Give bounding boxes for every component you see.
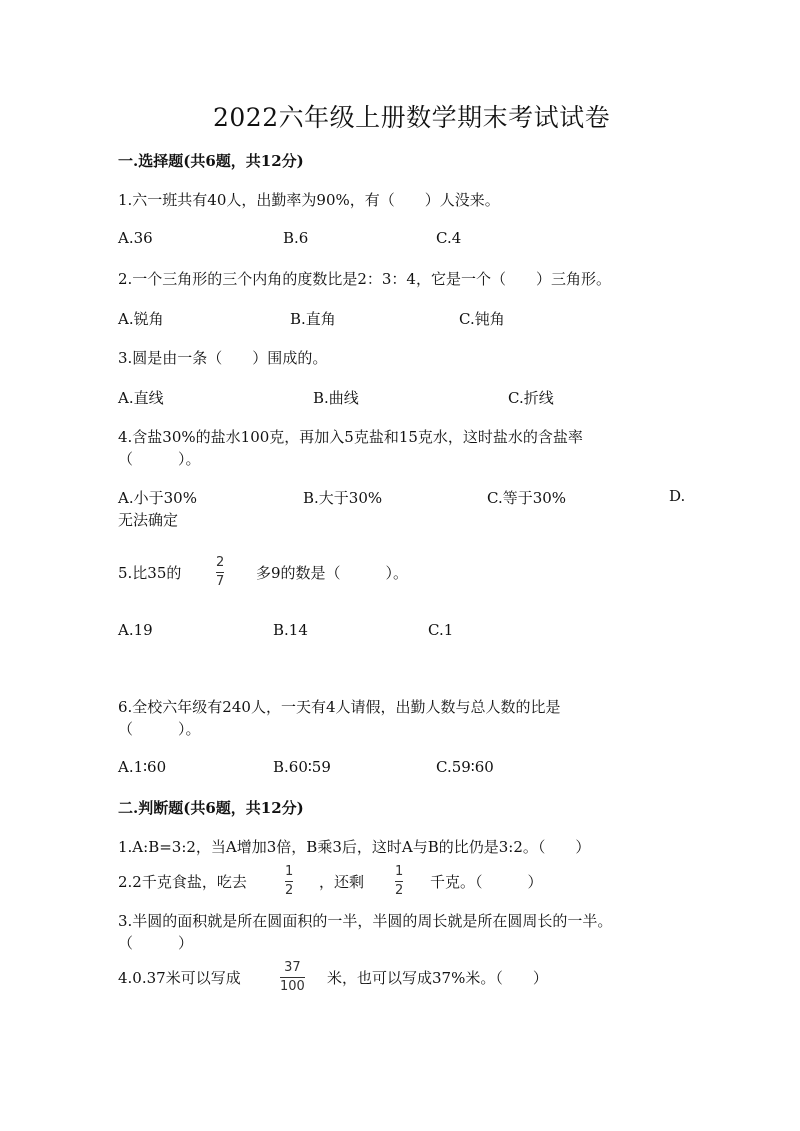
question-4-option-c: C.等于30%: [487, 489, 567, 507]
fraction-bar: [216, 572, 224, 573]
fraction-numerator: 1: [395, 864, 404, 879]
question-4-option-d-text: 无法确定: [118, 511, 179, 529]
question-5-suffix: 多9的数是（ ）。: [256, 564, 409, 582]
question-6-text-line1: 6.全校六年级有240人，一天有4人请假，出勤人数与总人数的比是: [118, 698, 561, 716]
fraction-bar: [285, 881, 293, 882]
question-1-option-b: B.6: [283, 229, 309, 247]
question-4-text-line1: 4.含盐30%的盐水100克，再加入5克盐和15克水，这时盐水的含盐率: [118, 428, 583, 446]
question-2-option-a: A.锐角: [118, 310, 164, 328]
question-4-option-d: D.: [669, 487, 686, 505]
fraction-bar: [395, 881, 403, 882]
fraction-numerator: 2: [216, 555, 225, 570]
fraction-denominator: 2: [285, 883, 294, 899]
judgement-2-suffix: 千克。（ ）: [430, 873, 543, 891]
fraction-denominator: 2: [395, 883, 404, 899]
question-5-option-c: C.1: [428, 621, 454, 639]
question-3-text: 3.圆是由一条（ ）围成的。: [118, 349, 328, 367]
question-2-option-c: C.钝角: [459, 310, 505, 328]
judgement-2-fraction-2: [395, 864, 403, 900]
question-4-text-line2: （ ）。: [118, 450, 201, 468]
judgement-3-text-line1: 3.半圆的面积就是所在圆面积的一半，半圆的周长就是所在圆周长的一半。: [118, 912, 613, 930]
question-1-text: 1.六一班共有40人，出勤率为90%，有（ ）人没来。: [118, 191, 500, 209]
judgement-4-fraction: [280, 960, 305, 996]
question-3-option-c: C.折线: [508, 389, 554, 407]
judgement-3-text-line2: （ ）: [118, 934, 194, 952]
judgement-1-text: 1.A:B=3:2，当A增加3倍，B乘3后，这时A与B的比仍是3:2。（ ）: [118, 838, 591, 856]
question-1-option-a: A.36: [118, 229, 153, 247]
judgement-4-prefix: 4.0.37米可以写成: [118, 969, 241, 987]
question-6-option-a: A.1∶60: [118, 758, 167, 776]
judgement-4-suffix: 米，也可以写成37%米。（ ）: [327, 969, 548, 987]
fraction-numerator: 1: [285, 864, 294, 879]
question-5-option-b: B.14: [273, 621, 308, 639]
judgement-2-middle: ，还剩: [319, 873, 365, 891]
question-4-option-b: B.大于30%: [303, 489, 383, 507]
question-5-option-a: A.19: [118, 621, 153, 639]
section-heading-judgement: 二.判断题(共6题，共12分): [118, 799, 304, 817]
question-6-option-c: C.59∶60: [436, 758, 494, 776]
question-3-option-b: B.曲线: [313, 389, 359, 407]
question-4-option-a: A.小于30%: [118, 489, 197, 507]
fraction-denominator: 7: [216, 574, 225, 590]
page-title: 2022六年级上册数学期末考试试卷: [213, 103, 611, 132]
fraction-bar: [280, 977, 305, 978]
question-5-fraction: [216, 555, 224, 591]
question-6-option-b: B.60∶59: [273, 758, 331, 776]
judgement-2-fraction-1: [285, 864, 293, 900]
question-2-text: 2.一个三角形的三个内角的度数比是2：3：4，它是一个（ ）三角形。: [118, 270, 611, 288]
fraction-numerator: 37: [284, 960, 301, 975]
question-2-option-b: B.直角: [290, 310, 336, 328]
question-6-text-line2: （ ）。: [118, 720, 201, 738]
section-heading-choice: 一.选择题(共6题，共12分): [118, 152, 304, 170]
fraction-denominator: 100: [280, 979, 305, 995]
question-5-prefix: 5.比35的: [118, 564, 182, 582]
question-1-option-c: C.4: [436, 229, 462, 247]
question-3-option-a: A.直线: [118, 389, 164, 407]
judgement-2-prefix: 2.2千克食盐，吃去: [118, 873, 247, 891]
